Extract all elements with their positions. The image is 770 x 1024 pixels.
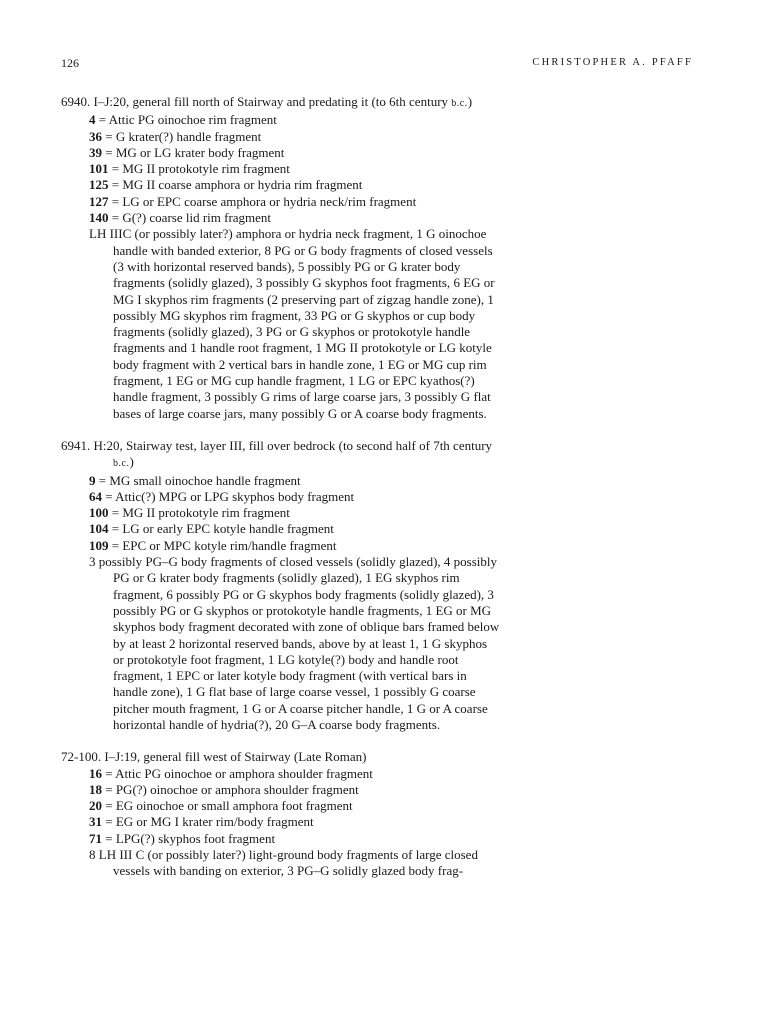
page-body [61, 94, 501, 896]
deposit-6941 [61, 438, 501, 733]
list-item: 36 = G krater(?) handle fragment [89, 128, 262, 144]
catalogue-number: 109 [89, 537, 109, 553]
catalogue-number: 9 [89, 472, 96, 488]
catalogue-number: 100 [89, 505, 109, 521]
list-item: 18 = PG(?) oinochoe or amphora shoulder fragment [89, 781, 359, 797]
catalogue-number: 101 [89, 161, 109, 177]
list-item: 101 = MG II protokotyle rim fragment [89, 161, 290, 177]
catalogue-number: 127 [89, 193, 109, 209]
catalogue-number: 140 [89, 210, 109, 226]
deposit-72-100 [61, 749, 501, 879]
page-header [61, 55, 693, 73]
deposit-heading: 72-100. I–J:19, general fill west of Stairway (Late Roman) [61, 749, 367, 765]
running-head: CHRISTOPHER A. PFAFF [532, 57, 693, 68]
catalogue-number: 20 [89, 798, 102, 814]
list-item-summary: LH IIIC (or possibly later?) amphora or hydria neck fragment, 1 G oinochoe handle with banded exterior, 8 PG or G body fragments of closed vessels (3 with horizontal reserved bands), 5 possibly PG or G krater body fragments (solidly glazed), 3 possibly G skyphos foot fragments, 6 EG or MG I skyphos rim fragments (2 preserving part of zigzag handle zone), 1 possibly MG skyphos rim fragment, 33 PG or G skyphos or cup body fragments (solidly glazed), 3 PG or G skyphos or protokotyle handle fragments and 1 handle root fragment, 1 MG II protokotyle or LG kotyle body fragment with 2 vertical bars in handle zone, 1 EG or MG cup rim fragment, 1 EG or MG cup handle fragment, 1 LG or EPC kyathos(?) handle fragment, 3 possibly G rims of large coarse jars, 3 possibly G flat bases of large coarse jars, many possibly G or A coarse body fragments. [89, 226, 495, 421]
page-number: 126 [61, 56, 79, 70]
list-item: 16 = Attic PG oinochoe or amphora shoulder fragment [89, 765, 373, 781]
list-item-summary: 3 possibly PG–G body fragments of closed vessels (solidly glazed), 4 possibly PG or G krater body fragments (solidly glazed), 1 EG skyphos rim fragment, 6 possibly PG or G skyphos body fragments (solidly glazed), 3 possibly PG or G skyphos or protokotyle handle fragments, 1 EG or MG skyphos body fragment decorated with zone of oblique bars framed below by at least 2 horizontal reserved bands, above by at least 1, 1 G skyphos or protokotyle foot fragment, 1 LG kotyle(?) body and handle root fragment, 1 EPC or later kotyle body fragment (with vertical bars in handle zone), 1 G flat base of large coarse vessel, 1 possibly G coarse pitcher mouth fragment, 1 G or A coarse pitcher handle, 1 G or A coarse horizontal handle of hydria(?), 20 G–A coarse body fragments. [89, 554, 500, 732]
list-item: 127 = LG or EPC coarse amphora or hydria neck/rim fragment [89, 193, 417, 209]
date-abbrev: b.c. [113, 458, 130, 470]
deposit-heading: 6940. I–J:20, general fill north of Stairway and predating it (to 6th century b.c.) [61, 94, 473, 109]
list-item: 20 = EG oinochoe or small amphora foot fragment [89, 798, 353, 814]
catalogue-number: 64 [89, 488, 102, 504]
catalogue-number: 71 [89, 830, 102, 846]
list-item: 109 = EPC or MPC kotyle rim/handle fragment [89, 537, 337, 553]
list-item: 104 = LG or early EPC kotyle handle fragment [89, 521, 334, 537]
list-item: 64 = Attic(?) MPG or LPG skyphos body fragment [89, 488, 355, 504]
catalogue-number: 39 [89, 144, 102, 160]
catalogue-number: 125 [89, 177, 109, 193]
date-abbrev: b.c. [451, 98, 468, 109]
catalogue-number: 18 [89, 781, 102, 797]
deposit-6940 [61, 94, 501, 422]
catalogue-number: 4 [89, 112, 96, 128]
list-item: 125 = MG II coarse amphora or hydria rim fragment [89, 177, 363, 193]
list-item-summary: 8 LH III C (or possibly later?) light-ground body fragments of large closed vessels with banding on exterior, 3 PG–G solidly glazed body frag- [89, 847, 478, 879]
deposit-heading: 6941. H:20, Stairway test, layer III, fill over bedrock (to second half of 7th century b.c.) [61, 437, 493, 470]
list-item: 39 = MG or LG krater body fragment [89, 144, 285, 160]
list-item: 71 = LPG(?) skyphos foot fragment [89, 830, 276, 846]
catalogue-number: 16 [89, 765, 102, 781]
catalogue-number: 36 [89, 128, 102, 144]
list-item: 9 = MG small oinochoe handle fragment [89, 472, 301, 488]
list-item: 4 = Attic PG oinochoe rim fragment [89, 112, 277, 128]
catalogue-number: 104 [89, 521, 109, 537]
list-item: 100 = MG II protokotyle rim fragment [89, 505, 290, 521]
list-item: 140 = G(?) coarse lid rim fragment [89, 210, 272, 226]
list-item: 31 = EG or MG I krater rim/body fragment [89, 814, 314, 830]
catalogue-number: 31 [89, 814, 102, 830]
